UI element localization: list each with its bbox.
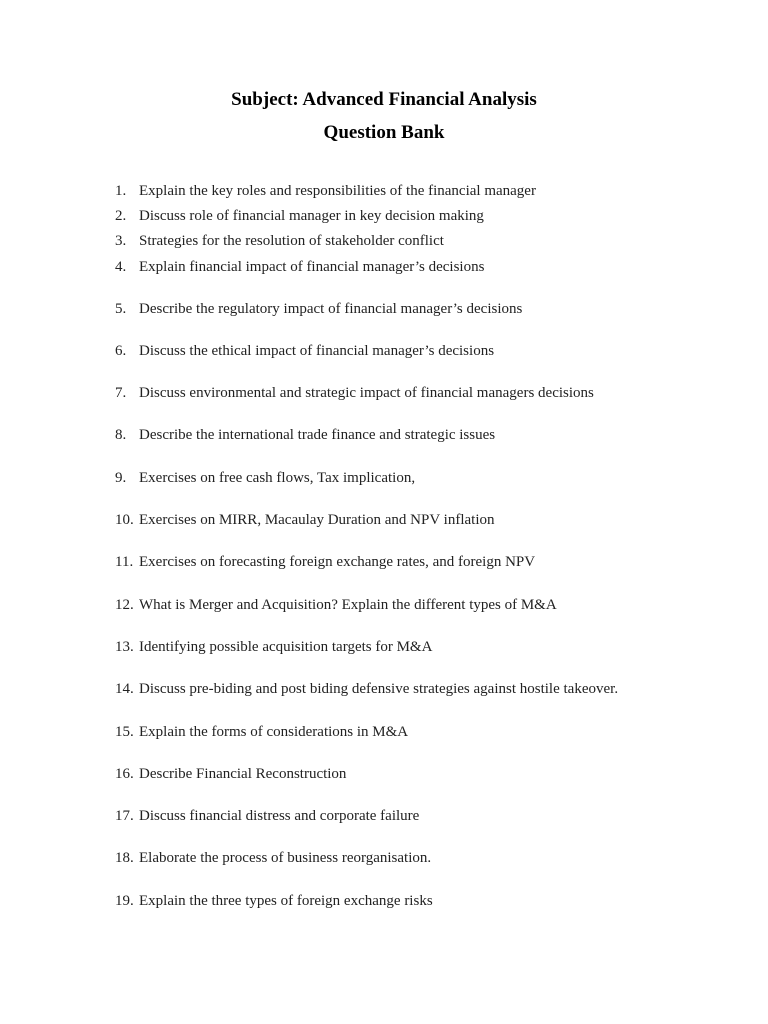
- item-text: What is Merger and Acquisition? Explain the different types of M&A: [139, 596, 557, 613]
- item-text: Discuss role of financial manager in key decision making: [139, 208, 484, 225]
- item-text: Elaborate the process of business reorganisation.: [139, 850, 432, 867]
- item-text: Explain the forms of considerations in M&A: [139, 723, 409, 740]
- item-number: 15.: [115, 723, 134, 740]
- item-text: Exercises on forecasting foreign exchange rates, and foreign NPV: [139, 554, 536, 571]
- item-text: Strategies for the resolution of stakeholder conflict: [139, 233, 444, 250]
- list-item: [115, 595, 618, 615]
- list-item: [115, 231, 618, 251]
- item-number: 1.: [115, 183, 127, 199]
- list-item: [115, 722, 618, 742]
- item-text: Discuss environmental and strategic impact of financial managers decisions: [139, 385, 594, 402]
- item-text: Describe Financial Reconstruction: [139, 765, 347, 782]
- list-item: [115, 848, 618, 868]
- item-number: 8.: [115, 427, 127, 444]
- item-text: Discuss the ethical impact of financial manager’s decisions: [139, 342, 495, 359]
- list-item: [115, 425, 618, 445]
- item-number: 11.: [115, 554, 134, 571]
- item-text: Identifying possible acquisition targets for M&A: [139, 638, 433, 655]
- list-item: [115, 383, 618, 403]
- list-item: [115, 341, 618, 361]
- item-number: 5.: [115, 300, 127, 317]
- item-number: 18.: [115, 850, 134, 867]
- item-number: 13.: [115, 638, 134, 655]
- list-item: [115, 679, 618, 699]
- list-item: [115, 637, 618, 657]
- item-text: Explain financial impact of financial manager’s decisions: [139, 258, 485, 275]
- item-number: 12.: [115, 596, 134, 613]
- item-number: 4.: [115, 258, 127, 275]
- list-item: [115, 891, 618, 911]
- list-item: [115, 764, 618, 784]
- item-number: 19.: [115, 892, 134, 909]
- list-item: [115, 468, 618, 488]
- item-number: 14.: [115, 681, 134, 698]
- item-text: Discuss financial distress and corporate failure: [139, 808, 420, 825]
- item-text: Exercises on MIRR, Macaulay Duration and NPV inflation: [139, 512, 495, 529]
- list-item: [115, 552, 618, 572]
- item-number: 10.: [115, 512, 134, 529]
- question-list: [115, 181, 618, 933]
- item-text: Explain the three types of foreign exchange risks: [139, 892, 433, 909]
- item-number: 7.: [115, 385, 127, 402]
- list-item: [115, 806, 618, 826]
- item-number: 2.: [115, 208, 127, 225]
- subject-heading: Subject: Advanced Financial Analysis: [231, 89, 537, 110]
- list-item: [115, 510, 618, 530]
- list-item: [115, 181, 618, 201]
- item-text: Describe the regulatory impact of financial manager’s decisions: [139, 300, 523, 317]
- list-item: [115, 299, 618, 319]
- item-number: 6.: [115, 342, 127, 359]
- item-number: 9.: [115, 469, 127, 486]
- list-item: [115, 206, 618, 226]
- item-text: Explain the key roles and responsibilities of the financial manager: [139, 183, 536, 199]
- item-text: Describe the international trade finance and strategic issues: [139, 427, 496, 444]
- item-number: 3.: [115, 233, 127, 250]
- item-number: 16.: [115, 765, 134, 782]
- page-title: Question Bank: [323, 122, 445, 143]
- item-text: Discuss pre-biding and post biding defensive strategies against hostile takeover.: [139, 681, 619, 698]
- item-text: Exercises on free cash flows, Tax implication,: [139, 469, 416, 486]
- list-item: [115, 257, 618, 277]
- item-number: 17.: [115, 808, 134, 825]
